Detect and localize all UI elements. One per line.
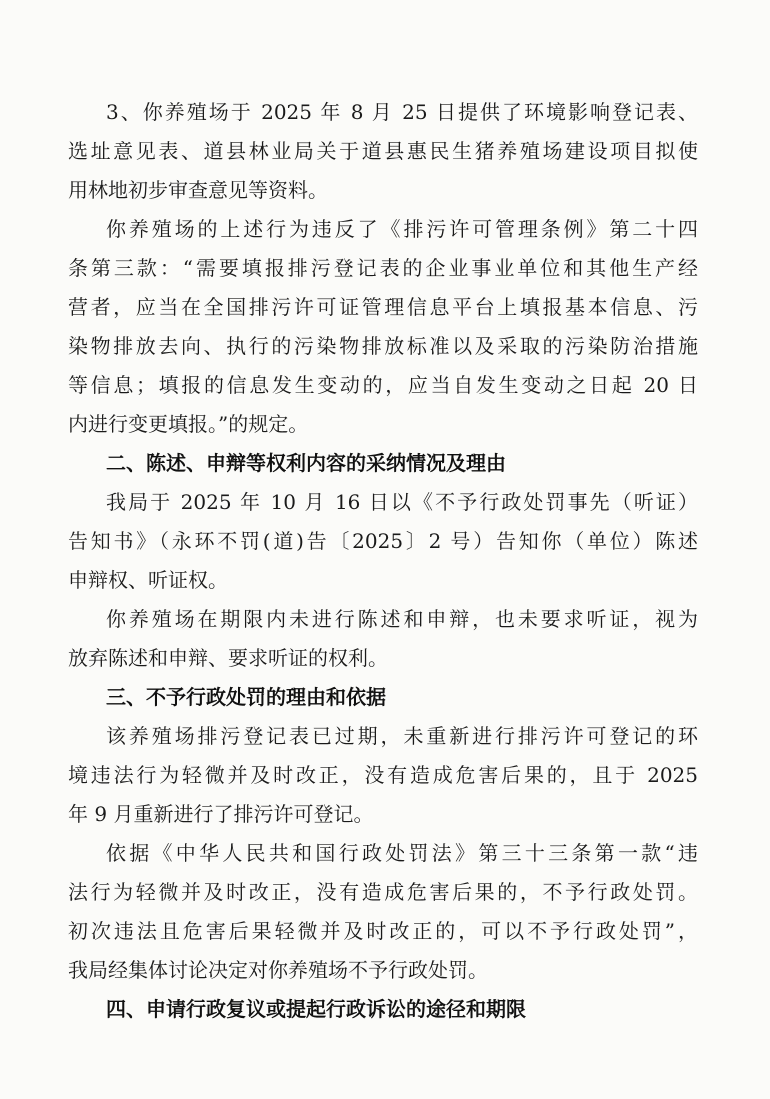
para2-line6: 内进行变更填报。”的规定。 [68,412,309,436]
para3-line1: 我局于 2025 年 10 月 16 日以《不予行政处罚事先（听证） [106,490,698,514]
para2-line3: 营者，应当在全国排污许可证管理信息平台上填报基本信息、污 [68,295,698,319]
para5-line1: 该养殖场排污登记表已过期，未重新进行排污许可登记的环 [106,724,698,748]
para1-line2: 选址意见表、道县林业局关于道县惠民生猪养殖场建设项目拟使 [68,139,698,163]
para6-line2: 法行为轻微并及时改正，没有造成危害后果的，不予行政处罚。 [68,880,698,904]
section-heading-4: 四、申请行政复议或提起行政诉讼的途径和期限 [106,997,526,1021]
para3-line2: 告知书》（永环不罚(道)告〔2025〕2 号）告知你（单位）陈述 [68,529,698,553]
section-heading-3: 三、不予行政处罚的理由和依据 [106,685,386,709]
para1-line1: 3、你养殖场于 2025 年 8 月 25 日提供了环境影响登记表、 [106,100,698,124]
para4-line2: 放弃陈述和申辩、要求听证的权利。 [68,646,388,670]
para1-line3: 用林地初步审查意见等资料。 [68,178,328,202]
para6-line3: 初次违法且危害后果轻微并及时改正的，可以不予行政处罚”， [68,919,698,943]
section-heading-2: 二、陈述、申辩等权利内容的采纳情况及理由 [106,451,506,475]
para3-line3: 申辩权、听证权。 [68,568,228,592]
para2-line2: 条第三款：“需要填报排污登记表的企业事业单位和其他生产经 [68,256,698,280]
para5-line2: 境违法行为轻微并及时改正，没有造成危害后果的，且于 2025 [68,763,698,787]
para6-line1: 依据《中华人民共和国行政处罚法》第三十三条第一款“违 [106,841,698,865]
para5-line3: 年 9 月重新进行了排污许可登记。 [68,802,374,826]
para6-line4: 我局经集体讨论决定对你养殖场不予行政处罚。 [68,958,488,982]
para2-line5: 等信息；填报的信息发生变动的，应当自发生变动之日起 20 日 [68,373,698,397]
para2-line1: 你养殖场的上述行为违反了《排污许可管理条例》第二十四 [106,217,698,241]
para4-line1: 你养殖场在期限内未进行陈述和申辩，也未要求听证，视为 [106,607,698,631]
para2-line4: 染物排放去向、执行的污染物排放标准以及采取的污染防治措施 [68,334,698,358]
